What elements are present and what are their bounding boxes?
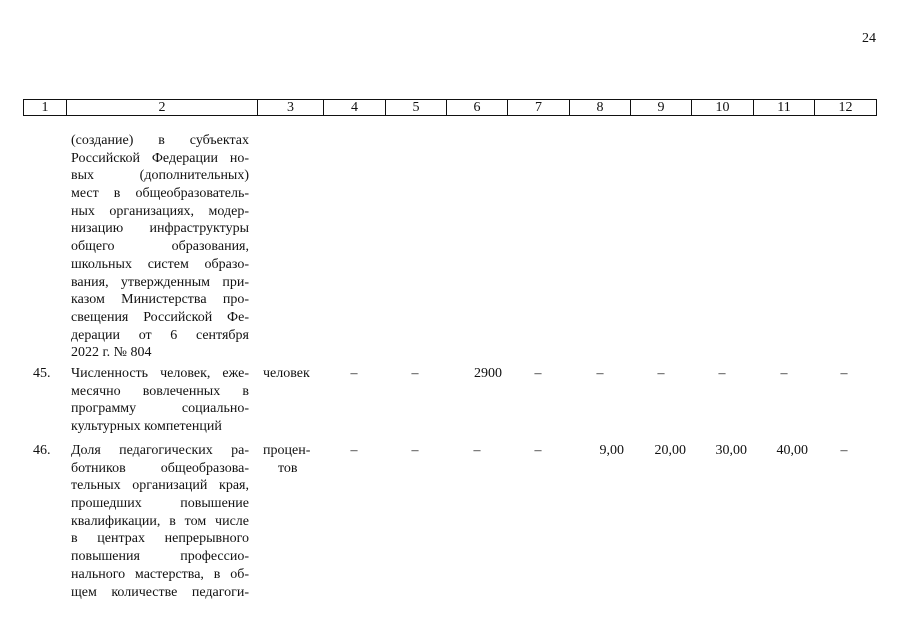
table-row-continuation-desc: (создание) в субъектах Российской Федерации но- вых (дополнительных) мест в общеобразователь- ных организациях, модер- низацию инфраструктуры общего образования, школьных систем образо- вания, утвержденным при- казом Министерства про- свещения Российской Фе- дерации от 6 сентября 2022 г. № 804 — [71, 133, 249, 361]
row-46-col-9: 20,00 — [654, 443, 686, 458]
row-46-unit: процен- тов — [263, 443, 311, 476]
header-col-8: 8 — [569, 100, 630, 115]
row-46-col-8: 9,00 — [599, 443, 624, 458]
header-col-11: 11 — [753, 100, 814, 115]
header-col-10: 10 — [691, 100, 753, 115]
row-46-col-11: 40,00 — [776, 443, 808, 458]
row-45-col-5: – — [411, 366, 419, 381]
row-46-col-4: – — [350, 443, 358, 458]
row-45-col-10: – — [718, 366, 726, 381]
header-col-2: 2 — [66, 100, 257, 115]
row-45-col-6: 2900 — [474, 366, 502, 381]
row-45-col-8: – — [596, 366, 604, 381]
row-46-col-12: – — [840, 443, 848, 458]
row-46-col-10: 30,00 — [715, 443, 747, 458]
row-45-col-12: – — [840, 366, 848, 381]
row-46-number: 46. — [33, 443, 51, 458]
header-col-1: 1 — [41, 100, 49, 115]
header-col-3: 3 — [257, 100, 323, 115]
row-45-col-9: – — [657, 366, 665, 381]
row-45-col-7: – — [534, 366, 542, 381]
row-46-col-5: – — [411, 443, 419, 458]
page-number: 24 — [862, 31, 876, 46]
header-col-5: 5 — [385, 100, 446, 115]
row-45-number: 45. — [33, 366, 51, 381]
row-45-unit: человек — [263, 366, 310, 381]
table-header-row — [23, 99, 877, 116]
header-col-6: 6 — [446, 100, 507, 115]
row-46-col-6: – — [473, 443, 481, 458]
row-46-desc: Доля педагогических ра- ботников общеобразова- тельных организаций края, прошедших повышение квалификации, в том числе в центрах непрерывного повышения профессио- нального мастерства, в об- щем количестве педагоги- — [71, 443, 249, 600]
header-col-9: 9 — [630, 100, 691, 115]
row-45-desc: Численность человек, еже- месячно вовлеченных в программу социально- культурных компетенций — [71, 366, 249, 435]
row-45-col-11: – — [780, 366, 788, 381]
header-col-12: 12 — [814, 100, 876, 115]
row-46-col-7: – — [534, 443, 542, 458]
header-col-4: 4 — [323, 100, 385, 115]
header-col-7: 7 — [507, 100, 569, 115]
row-45-col-4: – — [350, 366, 358, 381]
